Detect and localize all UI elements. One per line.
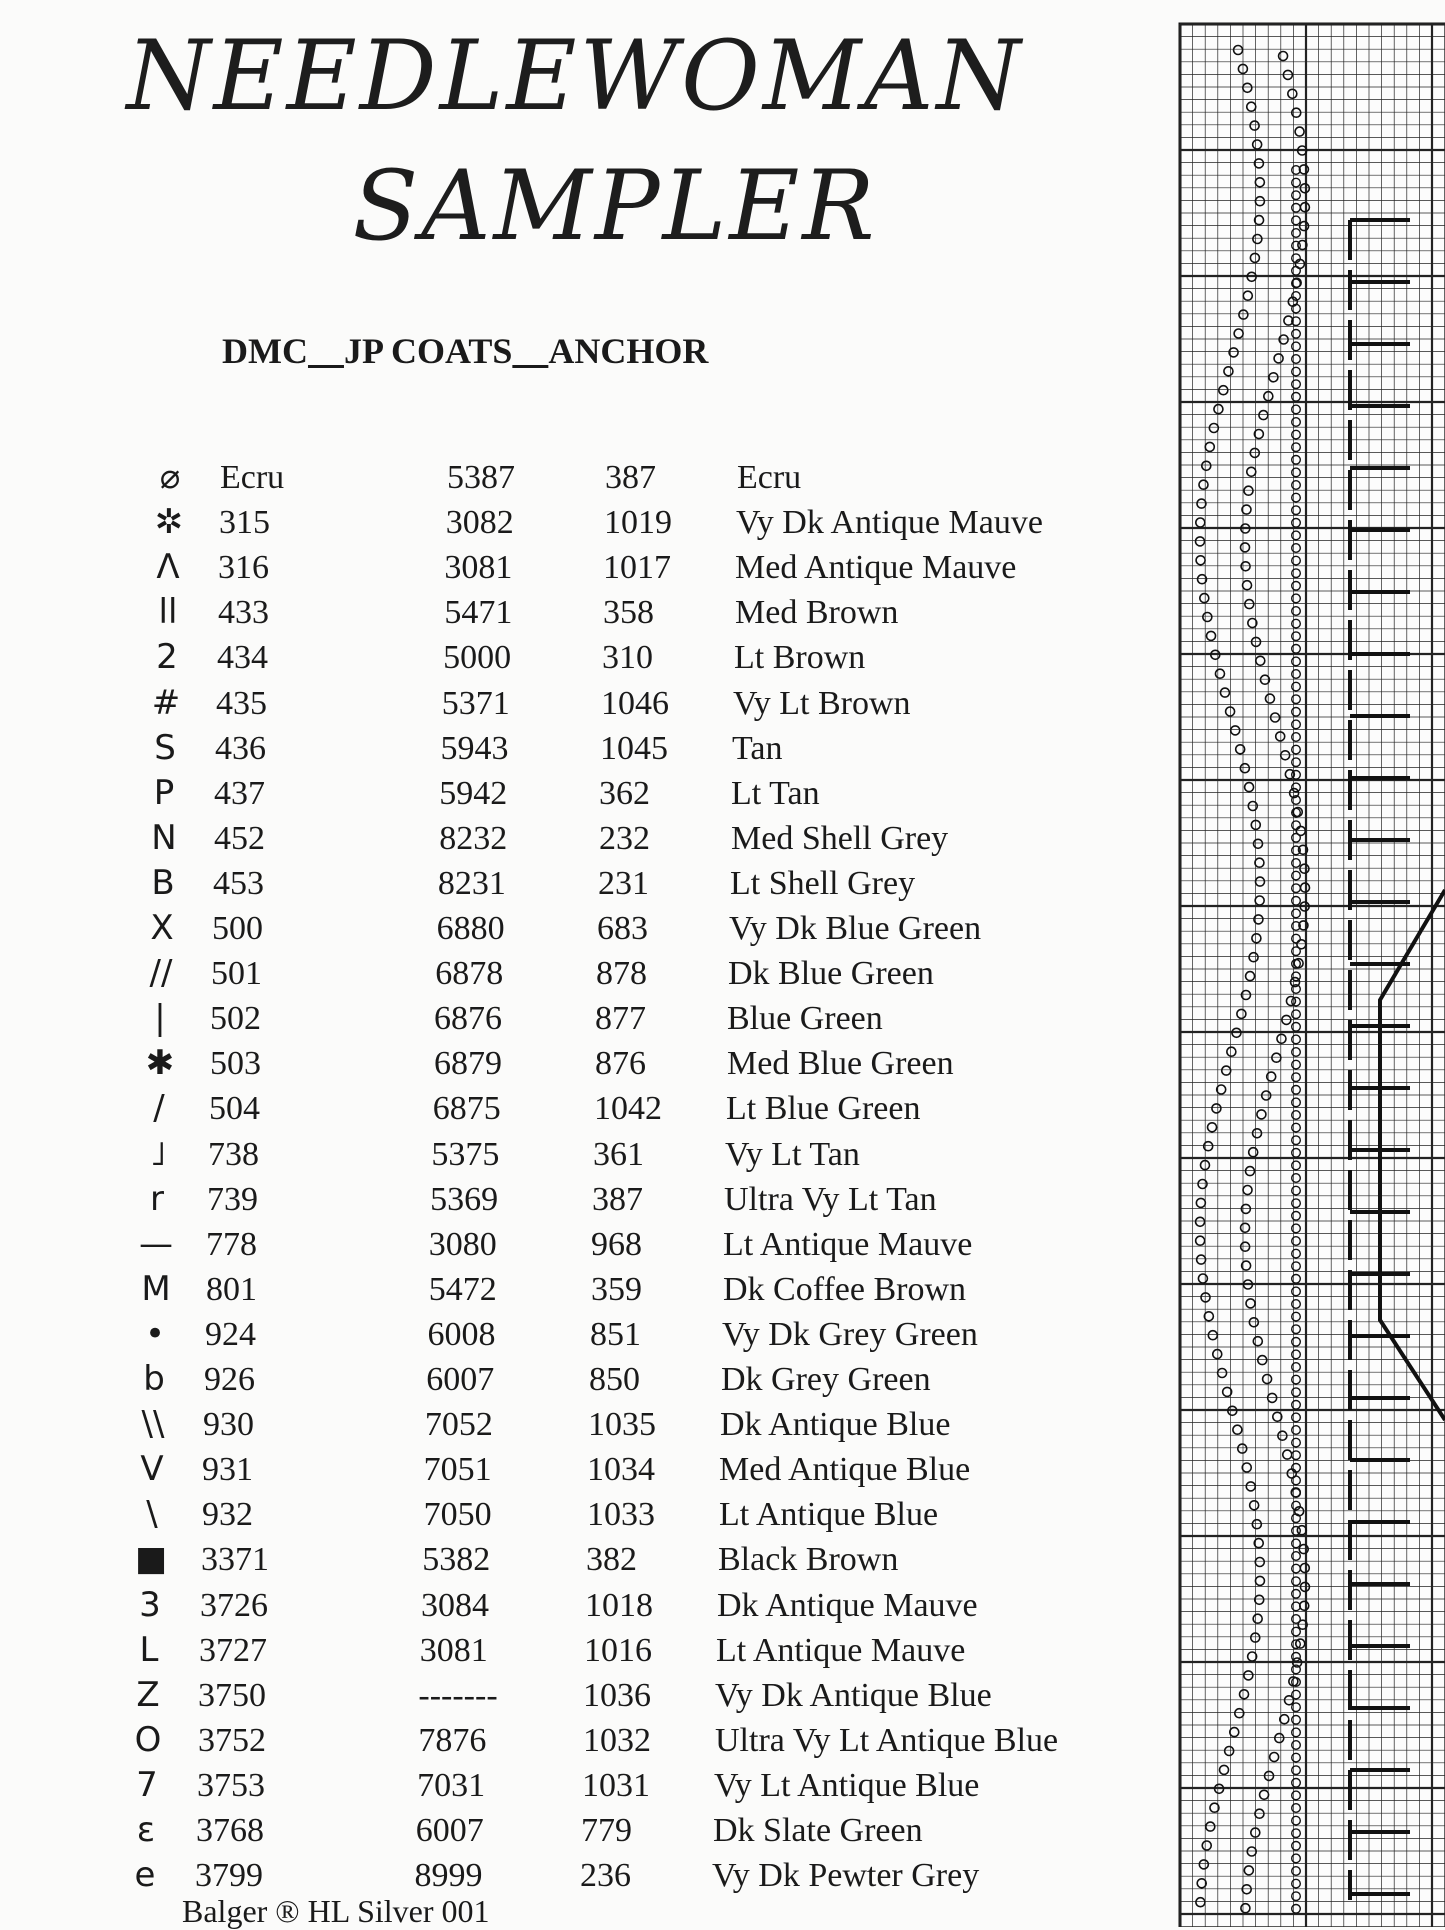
jp-coats-number: 7052	[424, 1406, 493, 1444]
stitch-symbol: •	[144, 1313, 166, 1354]
dmc-number: 435	[216, 684, 267, 722]
color-name: Dk Antique Blue	[720, 1406, 951, 1444]
jp-coats-number: 3081	[444, 549, 513, 587]
anchor-number: 362	[599, 774, 650, 812]
anchor-number: 387	[605, 459, 656, 496]
stitch-symbol: X	[150, 908, 174, 948]
jp-coats-number: 6007	[415, 1812, 484, 1849]
jp-coats-number: 5943	[440, 729, 509, 767]
anchor-number: 877	[595, 1000, 646, 1038]
dmc-number: 3799	[195, 1857, 263, 1895]
dmc-number: 3752	[198, 1721, 266, 1759]
anchor-number: 1031	[582, 1766, 650, 1804]
dmc-number: Ecru	[220, 459, 285, 496]
dmc-number: 434	[217, 639, 268, 677]
color-name: Dk Blue Green	[728, 955, 934, 993]
stitch-symbol: Z	[136, 1674, 160, 1715]
anchor-number: 851	[590, 1315, 641, 1353]
anchor-number: 876	[595, 1045, 646, 1083]
anchor-number: 310	[602, 639, 653, 677]
color-name: Dk Coffee Brown	[723, 1270, 966, 1308]
jp-coats-number: 6880	[436, 910, 505, 947]
jp-coats-number: 3081	[419, 1631, 488, 1669]
stitch-symbol: Λ	[156, 547, 180, 588]
dmc-number: 502	[210, 1000, 261, 1038]
jp-coats-number: 7876	[418, 1721, 487, 1759]
color-name: Vy Dk Pewter Grey	[712, 1857, 980, 1895]
jp-coats-number: 6008	[427, 1315, 496, 1353]
stitch-symbol: N	[151, 817, 177, 858]
stitch-symbol: 3	[139, 1584, 161, 1625]
jp-coats-number: 5387	[447, 459, 515, 496]
color-name: Lt Antique Blue	[719, 1496, 939, 1534]
dmc-number: 453	[213, 864, 264, 902]
color-name: Tan	[732, 729, 783, 767]
dmc-number: 452	[214, 819, 265, 857]
stitch-symbol: ⌀	[159, 457, 181, 497]
color-name: Vy Lt Tan	[725, 1135, 860, 1173]
stitch-symbol: S	[154, 727, 176, 768]
color-name: Med Antique Mauve	[735, 549, 1017, 587]
anchor-number: 382	[586, 1541, 637, 1579]
sampler-title-line2: SAMPLER	[352, 150, 878, 262]
jp-coats-number: 8999	[414, 1857, 483, 1895]
dmc-number: 437	[214, 774, 265, 812]
jp-coats-number: 5369	[430, 1180, 499, 1218]
jp-coats-number: 5472	[428, 1270, 497, 1308]
anchor-number: 1018	[585, 1586, 653, 1624]
jp-coats-number: 6007	[426, 1361, 495, 1398]
color-name: Ultra Vy Lt Antique Blue	[715, 1721, 1059, 1759]
color-name: Lt Antique Mauve	[723, 1225, 973, 1263]
anchor-number: 361	[593, 1135, 644, 1173]
anchor-number: 1034	[587, 1451, 655, 1489]
header-dmc: DMC	[222, 331, 308, 371]
dmc-number: 738	[208, 1135, 259, 1173]
dmc-number: 926	[204, 1361, 255, 1398]
cross-stitch-chart-fragment	[1150, 20, 1445, 1927]
jp-coats-number: 5382	[422, 1541, 491, 1579]
dmc-number: 3768	[196, 1812, 264, 1849]
anchor-number: 683	[597, 910, 648, 947]
color-name: Vy Dk Grey Green	[722, 1315, 978, 1353]
anchor-number: 1032	[583, 1721, 651, 1759]
anchor-number: 779	[581, 1812, 632, 1849]
dmc-number: 504	[209, 1090, 260, 1128]
color-name: Lt Shell Grey	[730, 864, 916, 902]
stitch-symbol: ■	[134, 1539, 168, 1580]
color-name: Lt Antique Mauve	[716, 1631, 966, 1669]
color-name: Med Brown	[735, 594, 899, 632]
stitch-symbol: b	[143, 1359, 165, 1399]
header-jp-coats: JP COATS	[343, 331, 513, 371]
jp-coats-number: 3084	[421, 1586, 489, 1624]
color-name: Blue Green	[727, 1000, 883, 1038]
stitch-symbol: e	[134, 1855, 156, 1896]
anchor-number: 878	[596, 955, 647, 993]
color-name: Vy Lt Antique Blue	[714, 1766, 980, 1804]
dmc-number: 503	[210, 1045, 261, 1083]
dmc-number: 3726	[200, 1586, 268, 1624]
dmc-number: 930	[203, 1406, 254, 1444]
color-name: Lt Blue Green	[726, 1090, 921, 1128]
jp-coats-number: 6876	[434, 1000, 502, 1038]
header-anchor: ANCHOR	[548, 331, 709, 371]
dmc-number: 924	[205, 1315, 256, 1353]
stitch-symbol: M	[141, 1268, 171, 1309]
stitch-symbol: ε	[136, 1810, 156, 1850]
jp-coats-number: 5942	[439, 774, 508, 812]
stitch-symbol: //	[149, 953, 173, 994]
color-name: Ultra Vy Lt Tan	[724, 1180, 937, 1218]
stitch-symbol: 7	[136, 1764, 158, 1805]
stitch-symbol: 2	[156, 637, 178, 678]
jp-coats-number: 6878	[435, 955, 504, 993]
jp-coats-number: 6879	[434, 1045, 502, 1083]
anchor-number: 1042	[594, 1090, 662, 1128]
anchor-number: 387	[592, 1180, 643, 1218]
dmc-number: 3727	[199, 1631, 267, 1669]
jp-coats-number: 3082	[445, 504, 514, 542]
jp-coats-number: 3080	[428, 1225, 497, 1263]
legend-column-headers	[222, 330, 708, 372]
jp-coats-number: 7050	[423, 1496, 492, 1534]
dmc-number: 3371	[201, 1541, 269, 1579]
anchor-number: 236	[580, 1857, 631, 1895]
stitch-symbol: ˩	[149, 1133, 167, 1174]
anchor-number: 1033	[587, 1496, 655, 1534]
dmc-number: 932	[202, 1496, 253, 1534]
dmc-number: 3753	[197, 1766, 265, 1804]
jp-coats-number: 8231	[437, 864, 506, 902]
dmc-number: 433	[218, 594, 269, 632]
anchor-number: 358	[603, 594, 654, 632]
dmc-number: 316	[218, 549, 269, 587]
stitch-symbol: ✲	[154, 502, 184, 543]
anchor-number: 359	[591, 1270, 642, 1308]
dmc-number: 778	[206, 1225, 257, 1263]
stitch-symbol: #	[151, 682, 181, 723]
anchor-number: 1017	[603, 549, 671, 587]
jp-coats-number: -------	[418, 1676, 498, 1714]
dmc-number: 801	[206, 1270, 257, 1308]
anchor-number: 1035	[588, 1406, 656, 1444]
jp-coats-number: 5000	[443, 639, 512, 677]
stitch-symbol: O	[134, 1719, 162, 1760]
color-name: Black Brown	[718, 1541, 899, 1579]
jp-coats-number: 6875	[432, 1090, 501, 1128]
sampler-title-line1: NEEDLEWOMAN	[126, 20, 1024, 132]
stitch-symbol: ll	[158, 592, 178, 633]
anchor-number: 231	[598, 864, 649, 902]
color-name: Vy Dk Antique Blue	[715, 1676, 992, 1714]
color-name: Dk Antique Mauve	[717, 1586, 978, 1624]
stitch-symbol: V	[140, 1449, 164, 1490]
stitch-symbol: B	[151, 862, 175, 903]
stitch-symbol: r	[150, 1178, 164, 1219]
jp-coats-number: 5375	[431, 1135, 500, 1173]
stitch-symbol: P	[153, 772, 175, 813]
color-name: Vy Lt Brown	[733, 684, 911, 722]
stitch-symbol: \	[146, 1494, 158, 1535]
stitch-symbol: \\	[141, 1404, 165, 1445]
color-name: Vy Dk Blue Green	[729, 910, 982, 947]
color-name: Lt Tan	[731, 774, 820, 812]
dmc-number: 931	[202, 1451, 253, 1489]
jp-coats-number: 8232	[439, 819, 508, 857]
dmc-number: 500	[212, 910, 263, 947]
dmc-number: 739	[207, 1180, 258, 1218]
anchor-number: 1045	[600, 729, 668, 767]
anchor-number: 850	[589, 1361, 640, 1398]
color-name: Med Antique Blue	[719, 1451, 971, 1489]
dmc-number: 436	[215, 729, 266, 767]
dmc-number: 3750	[198, 1676, 266, 1714]
dmc-number: 501	[211, 955, 262, 993]
stitch-symbol: L	[139, 1629, 159, 1670]
anchor-number: 1019	[604, 504, 672, 542]
color-name: Dk Grey Green	[721, 1361, 931, 1398]
stitch-symbol: |	[154, 998, 166, 1039]
stitch-symbol: /	[153, 1088, 165, 1129]
dmc-number: 315	[219, 504, 270, 542]
jp-coats-number: 5371	[441, 684, 510, 722]
anchor-number: 968	[591, 1225, 642, 1263]
color-name: Med Blue Green	[727, 1045, 954, 1083]
footer-note: Balger ® HL Silver 001	[182, 1893, 490, 1929]
jp-coats-number: 7051	[423, 1451, 492, 1489]
stitch-symbol: ✱	[145, 1043, 175, 1084]
color-name: Vy Dk Antique Mauve	[736, 504, 1043, 542]
anchor-number: 1036	[583, 1676, 651, 1714]
color-name: Dk Slate Green	[713, 1812, 923, 1849]
color-name: Med Shell Grey	[731, 819, 949, 857]
stitch-symbol: —	[139, 1223, 173, 1264]
color-name: Lt Brown	[734, 639, 866, 677]
anchor-number: 1016	[584, 1631, 652, 1669]
color-name: Ecru	[737, 459, 802, 496]
jp-coats-number: 5471	[444, 594, 513, 632]
jp-coats-number: 7031	[417, 1766, 486, 1804]
anchor-number: 232	[599, 819, 650, 857]
anchor-number: 1046	[601, 684, 669, 722]
